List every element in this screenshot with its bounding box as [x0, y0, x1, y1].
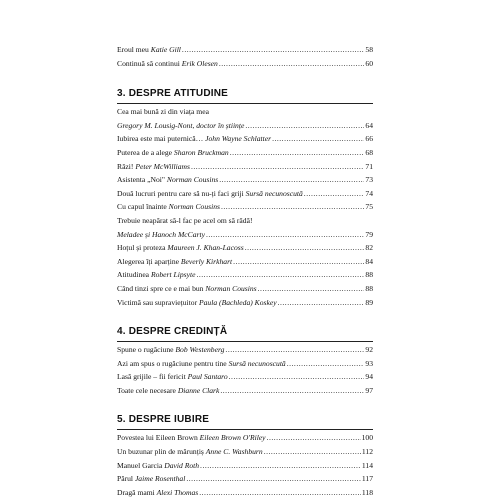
entry-title [117, 255, 232, 269]
entry-author: Sursă necunoscută [228, 358, 286, 368]
entry-page-number: 75 [365, 202, 373, 212]
entry-title-text: Două lucruri pentru care să nu-ți faci griji [117, 188, 246, 198]
dot-leader [230, 146, 365, 160]
entry-title-text: Victimă sau supraviețuitor [117, 297, 199, 307]
entry-author: Dianne Clark [177, 385, 220, 395]
dot-leader [206, 228, 364, 242]
entry-title-text: Alegerea îți aparține [117, 256, 181, 266]
toc-entry [117, 43, 373, 57]
entry-title-text: Spune o rugăciune [117, 345, 176, 355]
entry-title [117, 119, 244, 133]
entry-page-number: 89 [365, 297, 373, 307]
entry-title [117, 146, 229, 160]
entry-title [117, 57, 218, 71]
toc-entry [117, 486, 373, 500]
entry-author: Jaime Rosenthal [134, 474, 186, 484]
entry-page-number: 117 [361, 474, 373, 484]
entry-page-number: 79 [365, 229, 373, 239]
section-heading: 4. DESPRE CREDINȚĂ [117, 326, 228, 338]
entry-title [117, 459, 199, 473]
entry-author: Anne C. Washburn [205, 447, 263, 457]
entry-title [117, 472, 185, 486]
entry-author: John Wayne Schlatter [205, 134, 272, 144]
entry-title-text: Eroul meu [117, 45, 151, 54]
dot-leader [245, 241, 365, 255]
entry-page-number: 88 [365, 270, 373, 280]
entry-page-number: 82 [365, 243, 373, 253]
entry-page-number: 94 [365, 372, 373, 382]
toc-entry [117, 459, 373, 473]
entry-title [117, 43, 181, 57]
toc-entry [117, 384, 373, 398]
dot-leader [219, 57, 365, 71]
section-spacer [117, 309, 373, 325]
entry-page-number: 58 [365, 45, 373, 54]
section-spacer [117, 70, 373, 87]
entry-page-number: 92 [365, 345, 373, 355]
toc-entry [117, 343, 373, 357]
entry-page-number: 114 [361, 460, 373, 470]
entry-title-text: Azi am spus o rugăciune pentru tine [117, 358, 229, 368]
entry-page-number: 74 [365, 188, 373, 198]
entry-title-text: Hoțul și proteza [117, 243, 168, 253]
entry-title [117, 370, 228, 384]
toc-entry [117, 296, 373, 310]
entry-title [117, 343, 224, 357]
entry-author: Robert Lipsyte [150, 270, 196, 280]
dot-leader [304, 187, 365, 201]
entry-page-number: 68 [365, 147, 373, 157]
toc-entry [117, 228, 373, 242]
dot-leader [267, 431, 361, 445]
entry-page-number: 93 [365, 358, 373, 368]
section-heading: 5. DESPRE IUBIRE [117, 414, 210, 426]
entry-title-text: Manuel Garcia [117, 460, 165, 470]
entry-author: Bob Westenberg [175, 345, 225, 355]
entry-author: David Roth [164, 460, 200, 470]
dot-leader [200, 459, 361, 473]
entry-author: Maureen J. Khan-Lacoss [167, 243, 244, 253]
section-spacer [117, 397, 373, 413]
entry-title-text: Cea mai bună zi din viața mea [117, 107, 209, 117]
entry-title [117, 228, 205, 242]
entry-author: Paula (Bachleda) Koskey [199, 297, 277, 307]
entry-author: Norman Cousins [168, 202, 220, 212]
dot-leader [278, 296, 365, 310]
toc-entry [117, 268, 373, 282]
entry-title [117, 486, 198, 500]
entry-author: Norman Cousins [205, 283, 257, 293]
dot-leader [220, 384, 364, 398]
dot-leader [229, 370, 365, 384]
entry-page-number: 97 [365, 385, 373, 395]
entry-title [117, 187, 303, 201]
dot-leader [221, 200, 364, 214]
entry-page-number: 60 [365, 58, 373, 68]
entry-author: Norman Cousins [166, 175, 219, 185]
toc-entry [117, 255, 373, 269]
dot-leader [245, 119, 364, 133]
entry-title [117, 160, 190, 174]
entry-author: Katie Gill [150, 45, 181, 54]
toc-entry [117, 57, 373, 71]
toc-entry [117, 214, 373, 228]
entry-title-text: Puterea de a alege [117, 147, 174, 157]
toc-entry [117, 187, 373, 201]
dot-leader [225, 343, 364, 357]
toc-entry [117, 119, 373, 133]
entry-title-text: Iubirea este mai puternică… [117, 134, 206, 144]
table-of-contents [117, 43, 373, 499]
entry-title-text: Trebuie neapărat să-l fac pe acel om să râdă! [117, 215, 253, 225]
dot-leader [186, 472, 361, 486]
entry-author: Erik Olesen [181, 58, 218, 68]
toc-entry [117, 105, 373, 119]
entry-author: Alexi Thomas [156, 487, 199, 497]
entry-title [117, 445, 263, 459]
toc-entry [117, 282, 373, 296]
entry-title-text: Continuă să continui [117, 58, 182, 68]
entry-title-text: Cu capul înainte [117, 202, 169, 212]
section-divider [117, 103, 373, 104]
entry-title [117, 431, 266, 445]
dot-leader [272, 132, 364, 146]
entry-title [117, 268, 195, 282]
entry-author: Gregory M. Lousig-Nont, doctor în științe [117, 120, 245, 130]
toc-entry [117, 431, 373, 445]
entry-author: Beverly Kirkhart [180, 256, 233, 266]
toc-entry [117, 132, 373, 146]
entry-title-text: Lasă grijile – fii fericit [117, 372, 188, 382]
entry-page-number: 84 [365, 256, 373, 266]
entry-author: Sharon Bruckman [173, 147, 229, 157]
entry-author: Paul Santaro [187, 372, 228, 382]
section-heading: 3. DESPRE ATITUDINE [117, 88, 229, 100]
entry-title-text: Povestea lui Eileen Brown [117, 433, 200, 443]
dot-leader [258, 282, 365, 296]
dot-leader [287, 357, 365, 371]
dot-leader [264, 445, 361, 459]
entry-page-number: 88 [365, 283, 373, 293]
dot-leader [199, 486, 361, 500]
entry-page-number: 66 [365, 134, 373, 144]
entry-title-text: Părul [117, 474, 135, 484]
toc-entry [117, 173, 373, 187]
section-divider [117, 341, 373, 342]
toc-entry [117, 472, 373, 486]
entry-page-number: 73 [365, 175, 373, 185]
entry-page-number: 112 [361, 447, 373, 457]
entry-page-number: 118 [361, 487, 373, 497]
entry-title [117, 173, 218, 187]
entry-page-number: 100 [361, 433, 373, 443]
entry-title [117, 214, 253, 228]
entry-author: Sursă necunoscută [245, 188, 303, 198]
entry-title [117, 282, 257, 296]
toc-entry [117, 241, 373, 255]
entry-title [117, 384, 219, 398]
toc-entry [117, 146, 373, 160]
toc-entry [117, 357, 373, 371]
entry-title-text: Când tinzi spre ce e mai bun [117, 283, 206, 293]
entry-title [117, 296, 277, 310]
entry-title-text: Râzi! [117, 161, 136, 171]
entry-title-text: Dragă mami [117, 487, 157, 497]
entry-title [117, 200, 220, 214]
entry-title [117, 241, 244, 255]
toc-entry [117, 160, 373, 174]
entry-page-number: 64 [365, 120, 373, 130]
dot-leader [233, 255, 364, 269]
entry-title-text: Atitudinea [117, 270, 151, 280]
dot-leader [219, 173, 364, 187]
entry-title-text: Asistenta „Noi" [117, 175, 167, 185]
entry-author: Meladee și Hanoch McCarty [117, 229, 205, 239]
section-divider [117, 429, 373, 430]
entry-title [117, 357, 286, 371]
entry-author: Eileen Brown O'Riley [199, 433, 266, 443]
entry-title [117, 132, 271, 146]
dot-leader [191, 160, 364, 174]
toc-entry [117, 445, 373, 459]
entry-page-number: 71 [365, 161, 373, 171]
entry-author: Peter McWilliams [135, 161, 190, 171]
entry-title-text: Toate cele necesare [117, 385, 178, 395]
dot-leader [196, 268, 364, 282]
entry-title-text: Un buzunar plin de mărunțiș [117, 447, 206, 457]
dot-leader [182, 43, 364, 57]
toc-entry [117, 200, 373, 214]
entry-title [117, 105, 209, 119]
toc-entry [117, 370, 373, 384]
